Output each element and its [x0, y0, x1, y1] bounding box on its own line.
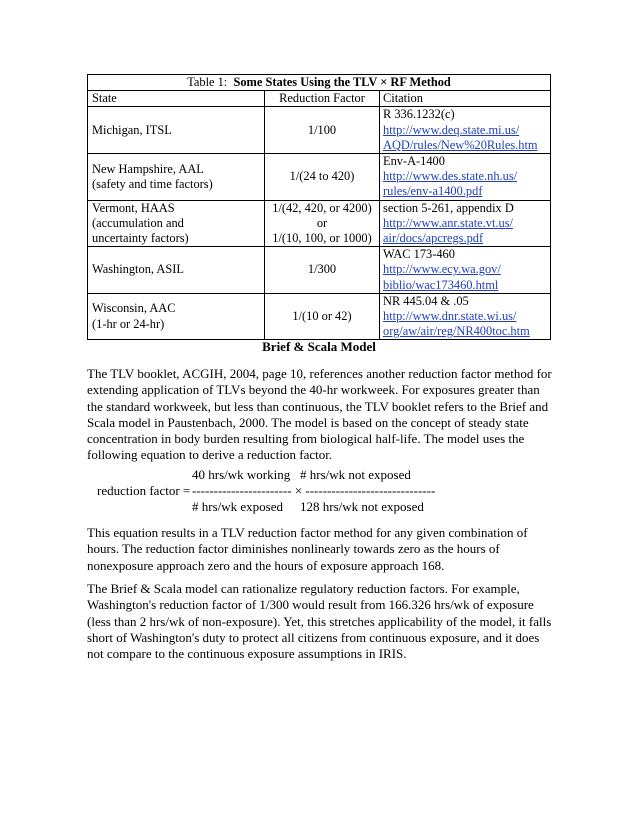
citation-link[interactable]: biblio/wac173460.html [383, 277, 499, 292]
citation-link[interactable]: rules/env-a1400.pdf [383, 184, 483, 199]
section-heading: Brief & Scala Model [262, 339, 376, 354]
reduction-factor-line: 1/(24 to 420) [289, 169, 355, 184]
state-cell [88, 200, 265, 247]
reduction-factor-line: 1/(42, 420, or 4200) [272, 200, 372, 215]
reduction-factor-cell [265, 293, 380, 340]
citation-link[interactable]: air/docs/apcregs.pdf [383, 231, 484, 246]
state-line: (1-hr or 24-hr) [92, 316, 165, 331]
citation-link[interactable]: http://www.anr.state.vt.us/ [383, 215, 513, 230]
table-row [88, 154, 551, 201]
reduction-factor-line: or [316, 215, 328, 230]
header-reduction-factor: Reduction Factor [265, 91, 380, 107]
citation-cell [380, 293, 551, 340]
eq-label: reduction factor = [97, 483, 191, 498]
citation-link[interactable]: http://www.dnr.state.wi.us/ [383, 309, 517, 324]
table-caption [88, 75, 551, 91]
table-row [88, 107, 551, 154]
citation-text: WAC 173-460 [383, 247, 455, 262]
state-cell [88, 247, 265, 294]
header-citation: Citation [380, 91, 551, 107]
citation-link[interactable]: AQD/rules/New%20Rules.htm [383, 137, 538, 152]
table-caption-title: Some States Using the TLV × RF Method [233, 75, 451, 89]
table-row [88, 200, 551, 247]
eq-numerator-left: 40 hrs/wk working [192, 467, 291, 482]
paragraph-result: This equation results in a TLV reduction factor method for any given combination of hours. The reduction factor diminishes nonlinearly towards zero as the hours of nonexposure approach zero and the hours of exposure approach 168. [87, 525, 528, 573]
citation-text: R 336.1232(c) [383, 107, 455, 122]
state-line: Washington, ASIL [92, 262, 184, 277]
reduction-factor-cell [265, 200, 380, 247]
paragraph-washington: The Brief & Scala model can rationalize regulatory reduction factors. For example, Washington's reduction factor of 1/300 would result from 166.326 hrs/wk of exposure (less than 2 hrs/wk of non-exposure). Yet, this stretches applicability of the model, it falls short of Washington's duty to protect all citizens from continuous exposure, and it does not compare to the continuous exposure assumptions in IRIS. [87, 581, 552, 662]
eq-denominator-right: 128 hrs/wk not exposed [300, 499, 424, 514]
citation-text: NR 445.04 & .05 [383, 293, 469, 308]
state-line: Michigan, ITSL [92, 122, 172, 137]
state-line: Vermont, HAAS [92, 200, 175, 215]
table-caption-row [88, 75, 551, 91]
table-row [88, 293, 551, 340]
state-line: uncertainty factors) [92, 231, 189, 246]
citation-cell [380, 154, 551, 201]
reduction-factor-cell [265, 107, 380, 154]
state-cell [88, 154, 265, 201]
citation-link[interactable]: http://www.des.state.nh.us/ [383, 169, 518, 184]
table-caption-prefix: Table 1: [187, 75, 228, 89]
eq-denominator-left: # hrs/wk exposed [192, 499, 283, 514]
eq-fraction-lines: ----------------------- × ------------------------------ [192, 483, 436, 498]
table-header-row [88, 91, 551, 107]
state-cell [88, 107, 265, 154]
citation-cell [380, 247, 551, 294]
header-state: State [88, 91, 265, 107]
citation-link[interactable]: http://www.deq.state.mi.us/ [383, 122, 520, 137]
state-line: (accumulation and [92, 215, 184, 230]
reduction-factor-line: 1/(10 or 42) [292, 309, 352, 324]
states-table [87, 74, 551, 340]
reduction-factor-line: 1/300 [307, 262, 337, 277]
citation-text: section 5-261, appendix D [383, 200, 514, 215]
citation-link[interactable]: http://www.ecy.wa.gov/ [383, 262, 501, 277]
eq-numerator-right: # hrs/wk not exposed [300, 467, 411, 482]
table-row [88, 247, 551, 294]
state-line: Wisconsin, AAC [92, 301, 176, 316]
citation-text: Env-A-1400 [383, 154, 445, 169]
citation-cell [380, 107, 551, 154]
citation-link[interactable]: org/aw/air/reg/NR400toc.htm [383, 324, 530, 339]
state-cell [88, 293, 265, 340]
reduction-factor-cell [265, 154, 380, 201]
state-line: New Hampshire, AAL [92, 161, 204, 176]
reduction-factor-line: 1/100 [307, 122, 337, 137]
citation-cell [380, 200, 551, 247]
reduction-factor-cell [265, 247, 380, 294]
reduction-factor-line: 1/(10, 100, or 1000) [272, 231, 372, 246]
paragraph-intro: The TLV booklet, ACGIH, 2004, page 10, references another reduction factor method for extending application of TLVs beyond the 40-hr workweek. For exposures greater than the standard workweek, but less than continuous, the TLV booklet refers to the Brief and Scala model in Paustenbach, 2000. The model is based on the concept of steady state concentration in body burden resulting from biological half-life. The model uses the following equation to derive a reduction factor. [87, 366, 552, 463]
state-line: (safety and time factors) [92, 176, 213, 191]
